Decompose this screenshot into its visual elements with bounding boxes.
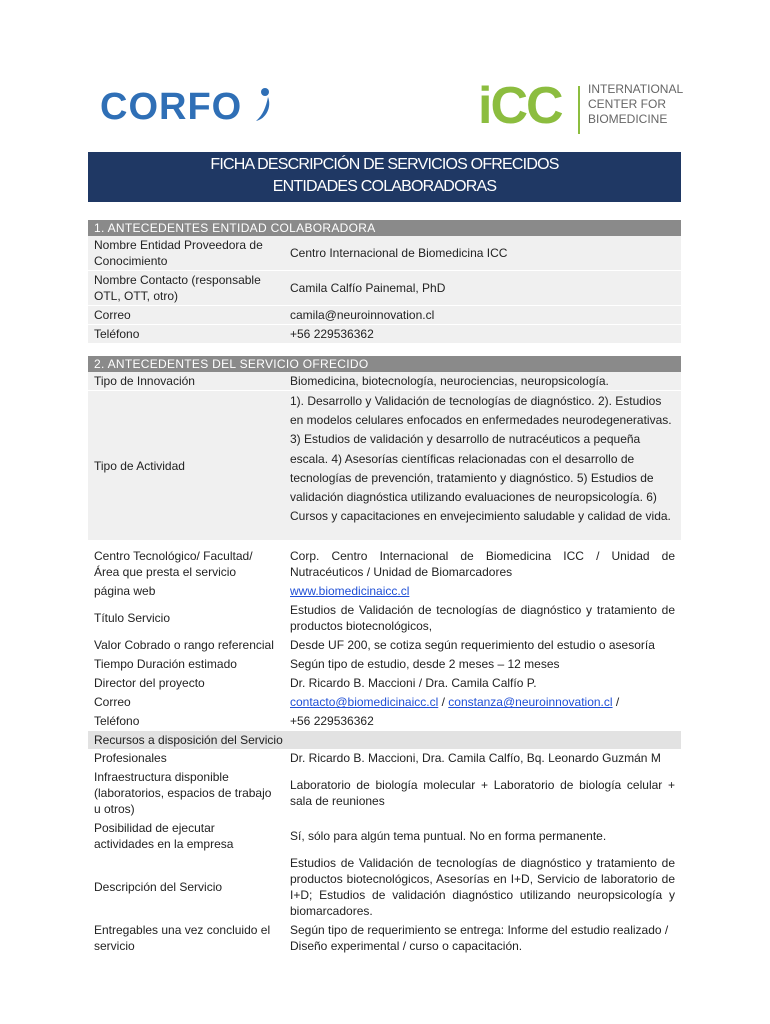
table-row	[88, 271, 681, 306]
row-label: Nombre Contacto (responsable OTL, OTT, otro)	[94, 273, 261, 303]
row-label: página web	[94, 584, 156, 599]
row-label: Título Servicio	[94, 611, 171, 626]
subsection-title: Recursos a disposición del Servicio	[88, 731, 681, 749]
table-row	[88, 391, 681, 541]
row-label: Valor Cobrado o rango referencial	[94, 638, 274, 653]
icc-text-line: BIOMEDICINE	[588, 112, 668, 126]
table-row	[88, 325, 681, 344]
row-label: Teléfono	[94, 327, 140, 341]
section-title: 2. ANTECEDENTES DEL SERVICIO OFRECIDO	[88, 356, 681, 372]
table-row	[88, 819, 681, 854]
row-value	[284, 693, 681, 711]
row-value: Dr. Ricardo B. Maccioni / Dra. Camila Calfío P.	[290, 676, 537, 691]
row-value: Corp. Centro Internacional de Biomedicina ICC / Unidad de Nutracéuticos / Unidad de Biomarcadores	[290, 549, 675, 580]
section-title: 1. ANTECEDENTES ENTIDAD COLABORADORA	[88, 220, 681, 236]
table-row	[88, 921, 681, 956]
row-value: Laboratorio de biología molecular + Laboratorio de biología celular + sala de reuniones	[290, 778, 675, 809]
email-separator: /	[612, 695, 620, 710]
table-row	[88, 768, 681, 819]
title-line-1: FICHA DESCRIPCIÓN DE SERVICIOS OFRECIDOS	[210, 156, 559, 173]
row-label: Entregables una vez concluido el servicio	[94, 923, 271, 954]
section-entidad	[88, 220, 681, 344]
table-row	[88, 693, 681, 712]
row-value: camila@neuroinnovation.cl	[290, 308, 435, 322]
row-value: Según tipo de estudio, desde 2 meses – 12 meses	[290, 657, 560, 672]
table-row	[88, 601, 681, 636]
table-row	[88, 547, 681, 582]
row-label: Correo	[94, 308, 131, 322]
row-label: Nombre Entidad Proveedora de Conocimiento	[94, 238, 263, 268]
email-separator: /	[438, 695, 449, 710]
row-value: Estudios de Validación de tecnologías de diagnóstico y tratamiento de productos biotecnológicos, Asesorías en I+D, Servicio de laboratorio de I+D; Estudios de validación diagnóstico utilizando neuropsicología y biomarcadores.	[290, 856, 675, 919]
icc-text-line: INTERNATIONAL	[588, 82, 684, 96]
row-label: Tipo de Actividad	[94, 458, 185, 473]
row-label: Teléfono	[94, 714, 140, 729]
row-label: Infraestructura disponible (laboratorios, espacios de trabajo u otros)	[94, 770, 272, 817]
title-line-2: ENTIDADES COLABORADORAS	[272, 178, 497, 195]
table-row	[88, 655, 681, 674]
row-label: Centro Tecnológico/ Facultad/ Área que presta el servicio	[94, 549, 253, 580]
table-row	[88, 712, 681, 731]
section-servicio	[88, 356, 681, 956]
document-title	[88, 152, 681, 202]
table-row	[88, 636, 681, 655]
table-row	[88, 749, 681, 768]
email-link-constanza[interactable]: constanza@neuroinnovation.cl	[448, 695, 613, 710]
row-label: Descripción del Servicio	[94, 880, 223, 895]
row-label: Correo	[94, 695, 131, 710]
row-label: Tipo de Innovación	[94, 374, 195, 388]
icc-logo-text	[588, 82, 688, 127]
row-value: Camila Calfío Painemal, PhD	[290, 281, 446, 295]
table-row	[88, 582, 681, 601]
row-value: +56 229536362	[290, 327, 374, 341]
row-value: Según tipo de requerimiento se entrega: Informe del estudio realizado / Diseño experimental / curso o capacitación.	[290, 923, 669, 954]
icc-text-line: CENTER FOR	[588, 97, 666, 111]
icc-logo-divider	[578, 86, 580, 134]
table-row	[88, 306, 681, 325]
row-value: Biomedicina, biotecnología, neurociencias, neuropsicología.	[290, 374, 609, 388]
row-value: Centro Internacional de Biomedicina ICC	[290, 246, 508, 260]
website-link[interactable]: www.biomedicinaicc.cl	[290, 584, 410, 599]
table-row	[88, 854, 681, 921]
corfo-logo-text: CORFO	[100, 86, 243, 128]
row-label: Posibilidad de ejecutar actividades en la empresa	[94, 821, 234, 852]
row-value: Dr. Ricardo B. Maccioni, Dra. Camila Calfío, Bq. Leonardo Guzmán M	[290, 751, 661, 766]
row-value: Estudios de Validación de tecnologías de diagnóstico y tratamiento de productos biotecnológicos,	[290, 603, 675, 634]
row-label: Tiempo Duración estimado	[94, 657, 237, 672]
table-row	[88, 372, 681, 391]
row-value: 1). Desarrollo y Validación de tecnologías de diagnóstico. 2). Estudios en modelos celulares enfocados en enfermedades neurodegenerativas. 3) Estudios de validación y desarrollo de nutracéuticos a pequeña escala. 4) Asesorías científicas relacionadas con el desarrollo de tecnologías de prevención, tratamiento y diagnóstico. 5) Estudios de validación diagnóstica utilizando evaluaciones de neuropsicología. 6) Cursos y capacitaciones en envejecimiento saludable y calidad de vida.	[290, 394, 672, 524]
corfo-figure-icon	[254, 87, 272, 123]
email-link-contacto[interactable]: contacto@biomedicinaicc.cl	[290, 695, 439, 710]
icc-logo-letters: iCC	[478, 77, 562, 135]
row-value	[284, 582, 681, 600]
table-row	[88, 236, 681, 271]
corfo-logo	[100, 86, 272, 129]
row-value: Desde UF 200, se cotiza según requerimiento del estudio o asesoría	[290, 638, 655, 653]
row-value: Sí, sólo para algún tema puntual. No en forma permanente.	[290, 829, 607, 844]
row-label: Profesionales	[94, 751, 167, 766]
logo-bar	[0, 60, 770, 140]
row-value: +56 229536362	[290, 714, 374, 729]
table-row	[88, 674, 681, 693]
row-label: Director del proyecto	[94, 676, 205, 691]
